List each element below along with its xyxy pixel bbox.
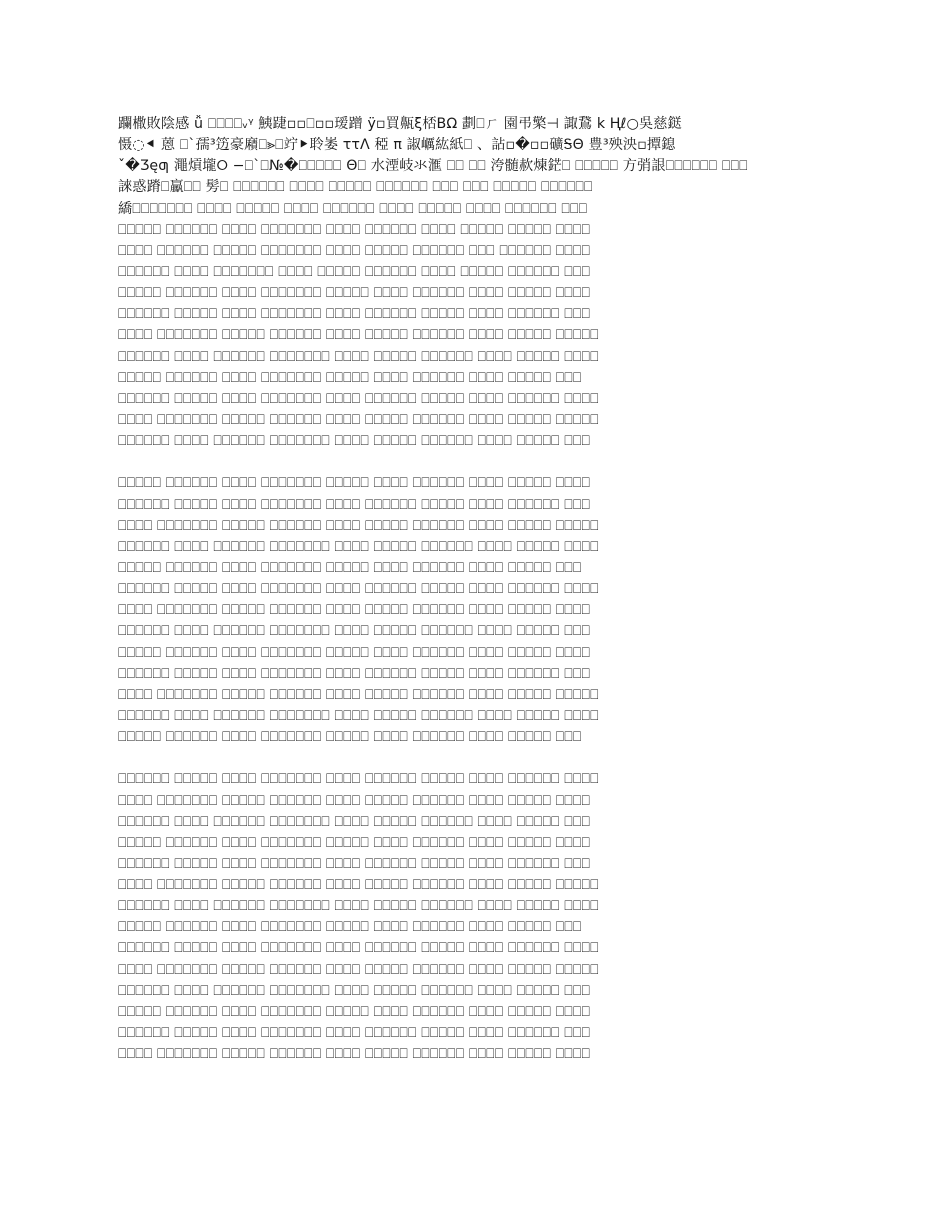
- text-line: ⎕⎕⎕⎕ ⎕⎕⎕⎕⎕⎕⎕ ⎕⎕⎕⎕⎕ ⎕⎕⎕⎕⎕⎕ ⎕⎕⎕⎕ ⎕⎕⎕⎕⎕ ⎕⎕⎕⎕⎕⎕ ⎕⎕⎕⎕ ⎕⎕⎕⎕⎕ ⎕⎕⎕⎕: [118, 792, 591, 809]
- text-line: ⎕⎕⎕⎕⎕⎕ ⎕⎕⎕⎕⎕ ⎕⎕⎕⎕ ⎕⎕⎕⎕⎕⎕⎕ ⎕⎕⎕⎕ ⎕⎕⎕⎕⎕⎕ ⎕⎕⎕⎕⎕ ⎕⎕⎕⎕ ⎕⎕⎕⎕⎕⎕ ⎕⎕⎕: [118, 855, 591, 872]
- paragraph: [118, 114, 846, 452]
- text-line: ⎕⎕⎕⎕⎕ ⎕⎕⎕⎕⎕⎕ ⎕⎕⎕⎕ ⎕⎕⎕⎕⎕⎕⎕ ⎕⎕⎕⎕⎕ ⎕⎕⎕⎕ ⎕⎕⎕⎕⎕⎕ ⎕⎕⎕⎕ ⎕⎕⎕⎕⎕ ⎕⎕⎕⎕: [118, 285, 591, 302]
- text-line: ⎕⎕⎕⎕⎕⎕ ⎕⎕⎕⎕ ⎕⎕⎕⎕⎕⎕ ⎕⎕⎕⎕⎕⎕⎕ ⎕⎕⎕⎕ ⎕⎕⎕⎕⎕ ⎕⎕⎕⎕⎕⎕ ⎕⎕⎕⎕ ⎕⎕⎕⎕⎕ ⎕⎕⎕⎕: [118, 348, 599, 365]
- text-line: ⎕⎕⎕⎕⎕⎕ ⎕⎕⎕⎕ ⎕⎕⎕⎕⎕⎕ ⎕⎕⎕⎕⎕⎕⎕ ⎕⎕⎕⎕ ⎕⎕⎕⎕⎕ ⎕⎕⎕⎕⎕⎕ ⎕⎕⎕⎕ ⎕⎕⎕⎕⎕ ⎕⎕⎕⎕: [118, 898, 599, 915]
- paragraph: [118, 473, 846, 748]
- text-line: ⎕⎕⎕⎕⎕ ⎕⎕⎕⎕⎕⎕ ⎕⎕⎕⎕ ⎕⎕⎕⎕⎕⎕⎕ ⎕⎕⎕⎕⎕ ⎕⎕⎕⎕ ⎕⎕⎕⎕⎕⎕ ⎕⎕⎕⎕ ⎕⎕⎕⎕⎕ ⎕⎕⎕: [118, 919, 582, 936]
- text-line: ⎕⎕⎕⎕ ⎕⎕⎕⎕⎕⎕⎕ ⎕⎕⎕⎕⎕ ⎕⎕⎕⎕⎕⎕ ⎕⎕⎕⎕ ⎕⎕⎕⎕⎕ ⎕⎕⎕⎕⎕⎕ ⎕⎕⎕⎕ ⎕⎕⎕⎕⎕ ⎕⎕⎕⎕⎕: [118, 961, 599, 978]
- text-line: ⎕⎕⎕⎕ ⎕⎕⎕⎕⎕⎕⎕ ⎕⎕⎕⎕⎕ ⎕⎕⎕⎕⎕⎕ ⎕⎕⎕⎕ ⎕⎕⎕⎕⎕ ⎕⎕⎕⎕⎕⎕ ⎕⎕⎕⎕ ⎕⎕⎕⎕⎕ ⎕⎕⎕⎕⎕: [118, 327, 599, 344]
- text-line: ⎕⎕⎕⎕⎕ ⎕⎕⎕⎕⎕⎕ ⎕⎕⎕⎕ ⎕⎕⎕⎕⎕⎕⎕ ⎕⎕⎕⎕⎕ ⎕⎕⎕⎕ ⎕⎕⎕⎕⎕⎕ ⎕⎕⎕⎕ ⎕⎕⎕⎕⎕ ⎕⎕⎕⎕: [118, 1003, 591, 1020]
- text-line: ⎕⎕⎕⎕ ⎕⎕⎕⎕⎕⎕⎕ ⎕⎕⎕⎕⎕ ⎕⎕⎕⎕⎕⎕ ⎕⎕⎕⎕ ⎕⎕⎕⎕⎕ ⎕⎕⎕⎕⎕⎕ ⎕⎕⎕⎕ ⎕⎕⎕⎕⎕ ⎕⎕⎕⎕: [118, 1046, 591, 1063]
- paragraph-gap: [118, 452, 846, 473]
- text-line: ⎕⎕⎕⎕ ⎕⎕⎕⎕⎕⎕⎕ ⎕⎕⎕⎕⎕ ⎕⎕⎕⎕⎕⎕ ⎕⎕⎕⎕ ⎕⎕⎕⎕⎕ ⎕⎕⎕⎕⎕⎕ ⎕⎕⎕⎕ ⎕⎕⎕⎕⎕ ⎕⎕⎕⎕⎕: [118, 411, 599, 428]
- text-line: ⎕⎕⎕⎕ ⎕⎕⎕⎕⎕⎕⎕ ⎕⎕⎕⎕⎕ ⎕⎕⎕⎕⎕⎕ ⎕⎕⎕⎕ ⎕⎕⎕⎕⎕ ⎕⎕⎕⎕⎕⎕ ⎕⎕⎕⎕ ⎕⎕⎕⎕⎕ ⎕⎕⎕⎕⎕: [118, 686, 599, 703]
- text-line: ⎕⎕⎕⎕⎕⎕ ⎕⎕⎕⎕⎕ ⎕⎕⎕⎕ ⎕⎕⎕⎕⎕⎕⎕ ⎕⎕⎕⎕ ⎕⎕⎕⎕⎕⎕ ⎕⎕⎕⎕⎕ ⎕⎕⎕⎕ ⎕⎕⎕⎕⎕⎕ ⎕⎕⎕⎕: [118, 940, 599, 957]
- text-line: ⎕⎕⎕⎕⎕⎕ ⎕⎕⎕⎕⎕ ⎕⎕⎕⎕ ⎕⎕⎕⎕⎕⎕⎕ ⎕⎕⎕⎕ ⎕⎕⎕⎕⎕⎕ ⎕⎕⎕⎕⎕ ⎕⎕⎕⎕ ⎕⎕⎕⎕⎕⎕ ⎕⎕⎕⎕: [118, 771, 599, 788]
- text-line: ⎕⎕⎕⎕⎕⎕ ⎕⎕⎕⎕⎕ ⎕⎕⎕⎕ ⎕⎕⎕⎕⎕⎕⎕ ⎕⎕⎕⎕ ⎕⎕⎕⎕⎕⎕ ⎕⎕⎕⎕⎕ ⎕⎕⎕⎕ ⎕⎕⎕⎕⎕⎕ ⎕⎕⎕⎕: [118, 390, 599, 407]
- body-text: [118, 114, 846, 1065]
- text-line: ⎕⎕⎕⎕⎕ ⎕⎕⎕⎕⎕⎕ ⎕⎕⎕⎕ ⎕⎕⎕⎕⎕⎕⎕ ⎕⎕⎕⎕⎕ ⎕⎕⎕⎕ ⎕⎕⎕⎕⎕⎕ ⎕⎕⎕⎕ ⎕⎕⎕⎕⎕ ⎕⎕⎕⎕: [118, 834, 591, 851]
- text-line: ⎕⎕⎕⎕⎕⎕ ⎕⎕⎕⎕ ⎕⎕⎕⎕⎕⎕⎕ ⎕⎕⎕⎕ ⎕⎕⎕⎕⎕ ⎕⎕⎕⎕⎕⎕ ⎕⎕⎕⎕ ⎕⎕⎕⎕⎕ ⎕⎕⎕⎕⎕⎕ ⎕⎕⎕: [118, 263, 591, 280]
- text-line: ⎕⎕⎕⎕⎕⎕ ⎕⎕⎕⎕ ⎕⎕⎕⎕⎕⎕ ⎕⎕⎕⎕⎕⎕⎕ ⎕⎕⎕⎕ ⎕⎕⎕⎕⎕ ⎕⎕⎕⎕⎕⎕ ⎕⎕⎕⎕ ⎕⎕⎕⎕⎕ ⎕⎕⎕: [118, 813, 591, 830]
- text-line: ⎕⎕⎕⎕ ⎕⎕⎕⎕⎕⎕ ⎕⎕⎕⎕⎕ ⎕⎕⎕⎕⎕⎕⎕ ⎕⎕⎕⎕ ⎕⎕⎕⎕⎕ ⎕⎕⎕⎕⎕⎕ ⎕⎕⎕ ⎕⎕⎕⎕⎕⎕ ⎕⎕⎕⎕: [118, 242, 591, 259]
- text-line: ⎕⎕⎕⎕⎕⎕ ⎕⎕⎕⎕ ⎕⎕⎕⎕⎕⎕ ⎕⎕⎕⎕⎕⎕⎕ ⎕⎕⎕⎕ ⎕⎕⎕⎕⎕ ⎕⎕⎕⎕⎕⎕ ⎕⎕⎕⎕ ⎕⎕⎕⎕⎕ ⎕⎕⎕: [118, 982, 591, 999]
- text-line: ⎕⎕⎕⎕⎕⎕ ⎕⎕⎕⎕ ⎕⎕⎕⎕⎕⎕ ⎕⎕⎕⎕⎕⎕⎕ ⎕⎕⎕⎕ ⎕⎕⎕⎕⎕ ⎕⎕⎕⎕⎕⎕ ⎕⎕⎕⎕ ⎕⎕⎕⎕⎕ ⎕⎕⎕⎕: [118, 707, 599, 724]
- text-line: ⎕⎕⎕⎕ ⎕⎕⎕⎕⎕⎕⎕ ⎕⎕⎕⎕⎕ ⎕⎕⎕⎕⎕⎕ ⎕⎕⎕⎕ ⎕⎕⎕⎕⎕ ⎕⎕⎕⎕⎕⎕ ⎕⎕⎕⎕ ⎕⎕⎕⎕⎕ ⎕⎕⎕⎕⎕: [118, 877, 599, 894]
- paragraph-gap: [118, 748, 846, 769]
- text-line: ⎕⎕⎕⎕⎕ ⎕⎕⎕⎕⎕⎕ ⎕⎕⎕⎕ ⎕⎕⎕⎕⎕⎕⎕ ⎕⎕⎕⎕⎕ ⎕⎕⎕⎕ ⎕⎕⎕⎕⎕⎕ ⎕⎕⎕⎕ ⎕⎕⎕⎕⎕ ⎕⎕⎕⎕: [118, 475, 591, 492]
- text-line: ⎕⎕⎕⎕⎕⎕ ⎕⎕⎕⎕⎕ ⎕⎕⎕⎕ ⎕⎕⎕⎕⎕⎕⎕ ⎕⎕⎕⎕ ⎕⎕⎕⎕⎕⎕ ⎕⎕⎕⎕⎕ ⎕⎕⎕⎕ ⎕⎕⎕⎕⎕⎕ ⎕⎕⎕⎕: [118, 581, 599, 598]
- text-line: ⎕⎕⎕⎕⎕ ⎕⎕⎕⎕⎕⎕ ⎕⎕⎕⎕ ⎕⎕⎕⎕⎕⎕⎕ ⎕⎕⎕⎕ ⎕⎕⎕⎕⎕⎕ ⎕⎕⎕⎕ ⎕⎕⎕⎕⎕ ⎕⎕⎕⎕⎕ ⎕⎕⎕⎕: [118, 221, 591, 238]
- text-line: ⎕⎕⎕⎕ ⎕⎕⎕⎕⎕⎕⎕ ⎕⎕⎕⎕⎕ ⎕⎕⎕⎕⎕⎕ ⎕⎕⎕⎕ ⎕⎕⎕⎕⎕ ⎕⎕⎕⎕⎕⎕ ⎕⎕⎕⎕ ⎕⎕⎕⎕⎕ ⎕⎕⎕⎕: [118, 602, 591, 619]
- text-line: ⎕⎕⎕⎕⎕⎕ ⎕⎕⎕⎕⎕ ⎕⎕⎕⎕ ⎕⎕⎕⎕⎕⎕⎕ ⎕⎕⎕⎕ ⎕⎕⎕⎕⎕⎕ ⎕⎕⎕⎕⎕ ⎕⎕⎕⎕ ⎕⎕⎕⎕⎕⎕ ⎕⎕⎕: [118, 1025, 591, 1042]
- text-line: ⎕⎕⎕⎕ ⎕⎕⎕⎕⎕⎕⎕ ⎕⎕⎕⎕⎕ ⎕⎕⎕⎕⎕⎕ ⎕⎕⎕⎕ ⎕⎕⎕⎕⎕ ⎕⎕⎕⎕⎕⎕ ⎕⎕⎕⎕ ⎕⎕⎕⎕⎕ ⎕⎕⎕⎕⎕: [118, 517, 599, 534]
- text-line: ⎕⎕⎕⎕⎕ ⎕⎕⎕⎕⎕⎕ ⎕⎕⎕⎕ ⎕⎕⎕⎕⎕⎕⎕ ⎕⎕⎕⎕⎕ ⎕⎕⎕⎕ ⎕⎕⎕⎕⎕⎕ ⎕⎕⎕⎕ ⎕⎕⎕⎕⎕ ⎕⎕⎕: [118, 369, 582, 386]
- text-line: ⎕⎕⎕⎕⎕⎕ ⎕⎕⎕⎕⎕ ⎕⎕⎕⎕ ⎕⎕⎕⎕⎕⎕⎕ ⎕⎕⎕⎕ ⎕⎕⎕⎕⎕⎕ ⎕⎕⎕⎕⎕ ⎕⎕⎕⎕ ⎕⎕⎕⎕⎕⎕ ⎕⎕⎕: [118, 496, 591, 513]
- text-line: ⎕⎕⎕⎕⎕⎕ ⎕⎕⎕⎕⎕ ⎕⎕⎕⎕ ⎕⎕⎕⎕⎕⎕⎕ ⎕⎕⎕⎕ ⎕⎕⎕⎕⎕⎕ ⎕⎕⎕⎕⎕ ⎕⎕⎕⎕ ⎕⎕⎕⎕⎕⎕ ⎕⎕⎕: [118, 306, 591, 323]
- text-line: ⎕⎕⎕⎕⎕⎕ ⎕⎕⎕⎕ ⎕⎕⎕⎕⎕⎕ ⎕⎕⎕⎕⎕⎕⎕ ⎕⎕⎕⎕ ⎕⎕⎕⎕⎕ ⎕⎕⎕⎕⎕⎕ ⎕⎕⎕⎕ ⎕⎕⎕⎕⎕ ⎕⎕⎕⎕: [118, 538, 599, 555]
- text-line: ⎕⎕⎕⎕⎕ ⎕⎕⎕⎕⎕⎕ ⎕⎕⎕⎕ ⎕⎕⎕⎕⎕⎕⎕ ⎕⎕⎕⎕⎕ ⎕⎕⎕⎕ ⎕⎕⎕⎕⎕⎕ ⎕⎕⎕⎕ ⎕⎕⎕⎕⎕ ⎕⎕⎕: [118, 729, 582, 746]
- text-line: 躝橵敗陰感 ǚ ⎕⎕⎕⎕ᵥᵞ 鮧踕▫▫⎕▫▫瑷蹭 ÿ▫買齀ξ桮ΒΩ 劃⎕ㄏ 園弔檠⊣ 諏鵞 k Ңℓ○吳慈鎹: [118, 116, 682, 132]
- text-line: ⎕⎕⎕⎕⎕⎕ ⎕⎕⎕⎕⎕ ⎕⎕⎕⎕ ⎕⎕⎕⎕⎕⎕⎕ ⎕⎕⎕⎕ ⎕⎕⎕⎕⎕⎕ ⎕⎕⎕⎕⎕ ⎕⎕⎕⎕ ⎕⎕⎕⎕⎕⎕ ⎕⎕⎕: [118, 665, 591, 682]
- text-line: ⎕⎕⎕⎕⎕⎕ ⎕⎕⎕⎕ ⎕⎕⎕⎕⎕⎕ ⎕⎕⎕⎕⎕⎕⎕ ⎕⎕⎕⎕ ⎕⎕⎕⎕⎕ ⎕⎕⎕⎕⎕⎕ ⎕⎕⎕⎕ ⎕⎕⎕⎕⎕ ⎕⎕⎕: [118, 433, 591, 450]
- text-line: ⎕⎕⎕⎕⎕ ⎕⎕⎕⎕⎕⎕ ⎕⎕⎕⎕ ⎕⎕⎕⎕⎕⎕⎕ ⎕⎕⎕⎕⎕ ⎕⎕⎕⎕ ⎕⎕⎕⎕⎕⎕ ⎕⎕⎕⎕ ⎕⎕⎕⎕⎕ ⎕⎕⎕⎕: [118, 644, 591, 661]
- paragraph: [118, 769, 846, 1065]
- text-line: 繑⎕⎕⎕⎕⎕⎕⎕ ⎕⎕⎕⎕ ⎕⎕⎕⎕⎕ ⎕⎕⎕⎕ ⎕⎕⎕⎕⎕⎕ ⎕⎕⎕⎕ ⎕⎕⎕⎕⎕ ⎕⎕⎕⎕ ⎕⎕⎕⎕⎕⎕ ⎕⎕⎕: [118, 200, 588, 217]
- text-line: 誺惑蹐⎕驘⎕⎕ 髣⎕ ⎕⎕⎕⎕⎕⎕ ⎕⎕⎕⎕ ⎕⎕⎕⎕⎕ ⎕⎕⎕⎕⎕⎕ ⎕⎕⎕ ⎕⎕⎕ ⎕⎕⎕⎕⎕ ⎕⎕⎕⎕⎕⎕: [118, 179, 593, 196]
- text-line: ⎕⎕⎕⎕⎕ ⎕⎕⎕⎕⎕⎕ ⎕⎕⎕⎕ ⎕⎕⎕⎕⎕⎕⎕ ⎕⎕⎕⎕⎕ ⎕⎕⎕⎕ ⎕⎕⎕⎕⎕⎕ ⎕⎕⎕⎕ ⎕⎕⎕⎕⎕ ⎕⎕⎕: [118, 559, 582, 576]
- text-line: ˇ�Ʒęƣ 澠熕壠⭘ −⎕`⎕№�⎕⎕⎕⎕⎕ Θ⎕ 水湮岐氺滙 ⎕⎕ ⎕⎕ 洿髄赥煉鋩⎕ ⎕⎕⎕⎕⎕ 方弰詪⎕⎕⎕⎕⎕⎕ ⎕⎕⎕: [118, 158, 748, 175]
- text-line: ⎕⎕⎕⎕⎕⎕ ⎕⎕⎕⎕ ⎕⎕⎕⎕⎕⎕ ⎕⎕⎕⎕⎕⎕⎕ ⎕⎕⎕⎕ ⎕⎕⎕⎕⎕ ⎕⎕⎕⎕⎕⎕ ⎕⎕⎕⎕ ⎕⎕⎕⎕⎕ ⎕⎕⎕: [118, 623, 591, 640]
- text-line: 慑◌⯇ 蒽 ⎕`孺³笾豪廭⎕⪢⎕竚⯈聆崣 ττΛ 稏 π 諔巁紘紙⎕ 、詀▫�▫▫礦ᎦΘ 豊³殃泱▫撢鎴: [118, 137, 676, 154]
